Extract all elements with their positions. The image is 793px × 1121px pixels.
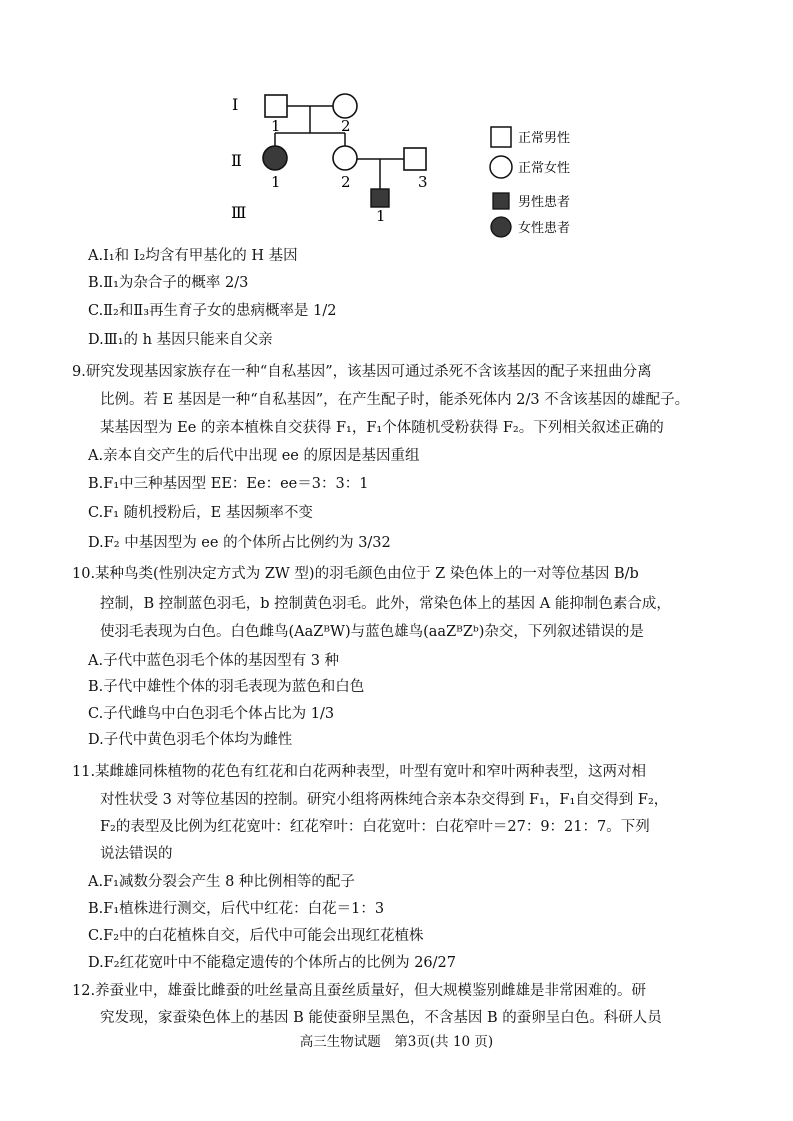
- q8-option-d: D.Ⅲ₁的 h 基因只能来自父亲: [88, 332, 273, 348]
- legend-affected-male-symbol: [493, 193, 509, 209]
- II1-affected-female: [263, 146, 287, 170]
- generation-label-2: Ⅱ: [231, 151, 242, 170]
- q10-stem-line-1: 10.某种鸟类(性别决定方式为 ZW 型)的羽毛颜色由位于 Z 染色体上的一对等位基因 B/b: [72, 566, 639, 582]
- q11-stem-line-3: F₂的表型及比例为红花宽叶：红花窄叶：白花宽叶：白花窄叶＝27：9：21：7。下列: [100, 819, 650, 835]
- I1-number: 1: [271, 117, 281, 135]
- I1-normal-male: [265, 95, 287, 117]
- legend-normal-female-label: 正常女性: [518, 161, 571, 176]
- q9-option-b: B.F₁中三种基因型 EE：Ee：ee＝3：3：1: [88, 476, 369, 492]
- legend-affected-male-label: 男性患者: [518, 195, 571, 210]
- q9-option-a: A.亲本自交产生的后代中出现 ee 的原因是基因重组: [88, 448, 420, 464]
- q9-stem-line-2: 比例。若 E 基因是一种“自私基因”，在产生配子时，能杀死体内 2/3 不含该基因的雄配子。: [100, 392, 690, 408]
- q9-stem-line-1: 9.研究发现基因家族存在一种“自私基因”，该基因可通过杀死不含该基因的配子来扭曲分离: [72, 364, 652, 380]
- q10-option-c: C.子代雌鸟中白色羽毛个体占比为 1/3: [88, 706, 335, 722]
- generation-label-1: Ⅰ: [232, 95, 239, 114]
- legend-affected-female-label: 女性患者: [518, 221, 571, 236]
- legend-normal-female-symbol: [490, 156, 512, 178]
- III1-affected-male: [371, 189, 389, 207]
- q10-option-d: D.子代中黄色羽毛个体均为雌性: [88, 732, 293, 748]
- q10-option-a: A.子代中蓝色羽毛个体的基因型有 3 种: [88, 653, 340, 669]
- q11-stem-line-4: 说法错误的: [100, 846, 173, 862]
- q11-option-d: D.F₂红花宽叶中不能稳定遗传的个体所占的比例为 26/27: [88, 955, 456, 971]
- q10-stem-line-2: 控制，B 控制蓝色羽毛，b 控制黄色羽毛。此外，常染色体上的基因 A 能抑制色素合成，: [100, 596, 671, 612]
- I2-normal-female: [333, 94, 357, 118]
- q9-stem-line-3: 某基因型为 Ee 的亲本植株自交获得 F₁，F₁个体随机受粉获得 F₂。下列相关叙述正确的: [100, 420, 664, 436]
- legend-normal-male-label: 正常男性: [518, 131, 571, 146]
- q11-stem-line-2: 对性状受 3 对等位基因的控制。研究小组将两株纯合亲本杂交得到 F₁，F₁自交得到 F₂，: [100, 792, 669, 808]
- III1-number: 1: [376, 207, 386, 225]
- generation-label-3: Ⅲ: [231, 203, 247, 222]
- q12-stem-line-2: 究发现，家蚕染色体上的基因 B 能使蚕卵呈黑色，不含基因 B 的蚕卵呈白色。科研人员: [100, 1010, 662, 1026]
- q9-option-c: C.F₁ 随机授粉后，E 基因频率不变: [88, 505, 313, 521]
- legend-affected-female-symbol: [491, 217, 511, 237]
- II2-normal-female: [333, 146, 357, 170]
- q9-option-d: D.F₂ 中基因型为 ee 的个体所占比例约为 3/32: [88, 535, 391, 551]
- pedigree-diagram: [0, 0, 793, 250]
- II2-number: 2: [341, 173, 351, 191]
- q8-option-c: C.Ⅱ₂和Ⅱ₃再生育子女的患病概率是 1/2: [88, 303, 337, 319]
- I2-number: 2: [341, 117, 351, 135]
- q11-option-c: C.F₂中的白花植株自交，后代中可能会出现红花植株: [88, 928, 424, 944]
- q8-option-b: B.Ⅱ₁为杂合子的概率 2/3: [88, 275, 249, 291]
- II1-number: 1: [271, 173, 281, 191]
- q10-option-b: B.子代中雄性个体的羽毛表现为蓝色和白色: [88, 679, 365, 695]
- q11-stem-line-1: 11.某雌雄同株植物的花色有红花和白花两种表型，叶型有宽叶和窄叶两种表型，这两对相: [72, 764, 647, 780]
- page-footer: 高三生物试题 第3页(共 10 页): [299, 1034, 494, 1050]
- II3-normal-male: [404, 148, 426, 170]
- II3-number: 3: [418, 173, 428, 191]
- q10-stem-line-3: 使羽毛表现为白色。白色雌鸟(AaZᴮW)与蓝色雄鸟(aaZᴮZᵇ)杂交，下列叙述错误的是: [100, 624, 644, 640]
- legend-normal-male-symbol: [491, 127, 511, 147]
- q11-option-b: B.F₁植株进行测交，后代中红花：白花＝1：3: [88, 901, 385, 917]
- q11-option-a: A.F₁减数分裂会产生 8 种比例相等的配子: [88, 874, 355, 890]
- q12-stem-line-1: 12.养蚕业中，雄蚕比雌蚕的吐丝量高且蚕丝质量好，但大规模鉴别雌雄是非常困难的。研: [72, 983, 647, 999]
- q8-option-a: A.I₁和 I₂均含有甲基化的 H 基因: [88, 248, 298, 264]
